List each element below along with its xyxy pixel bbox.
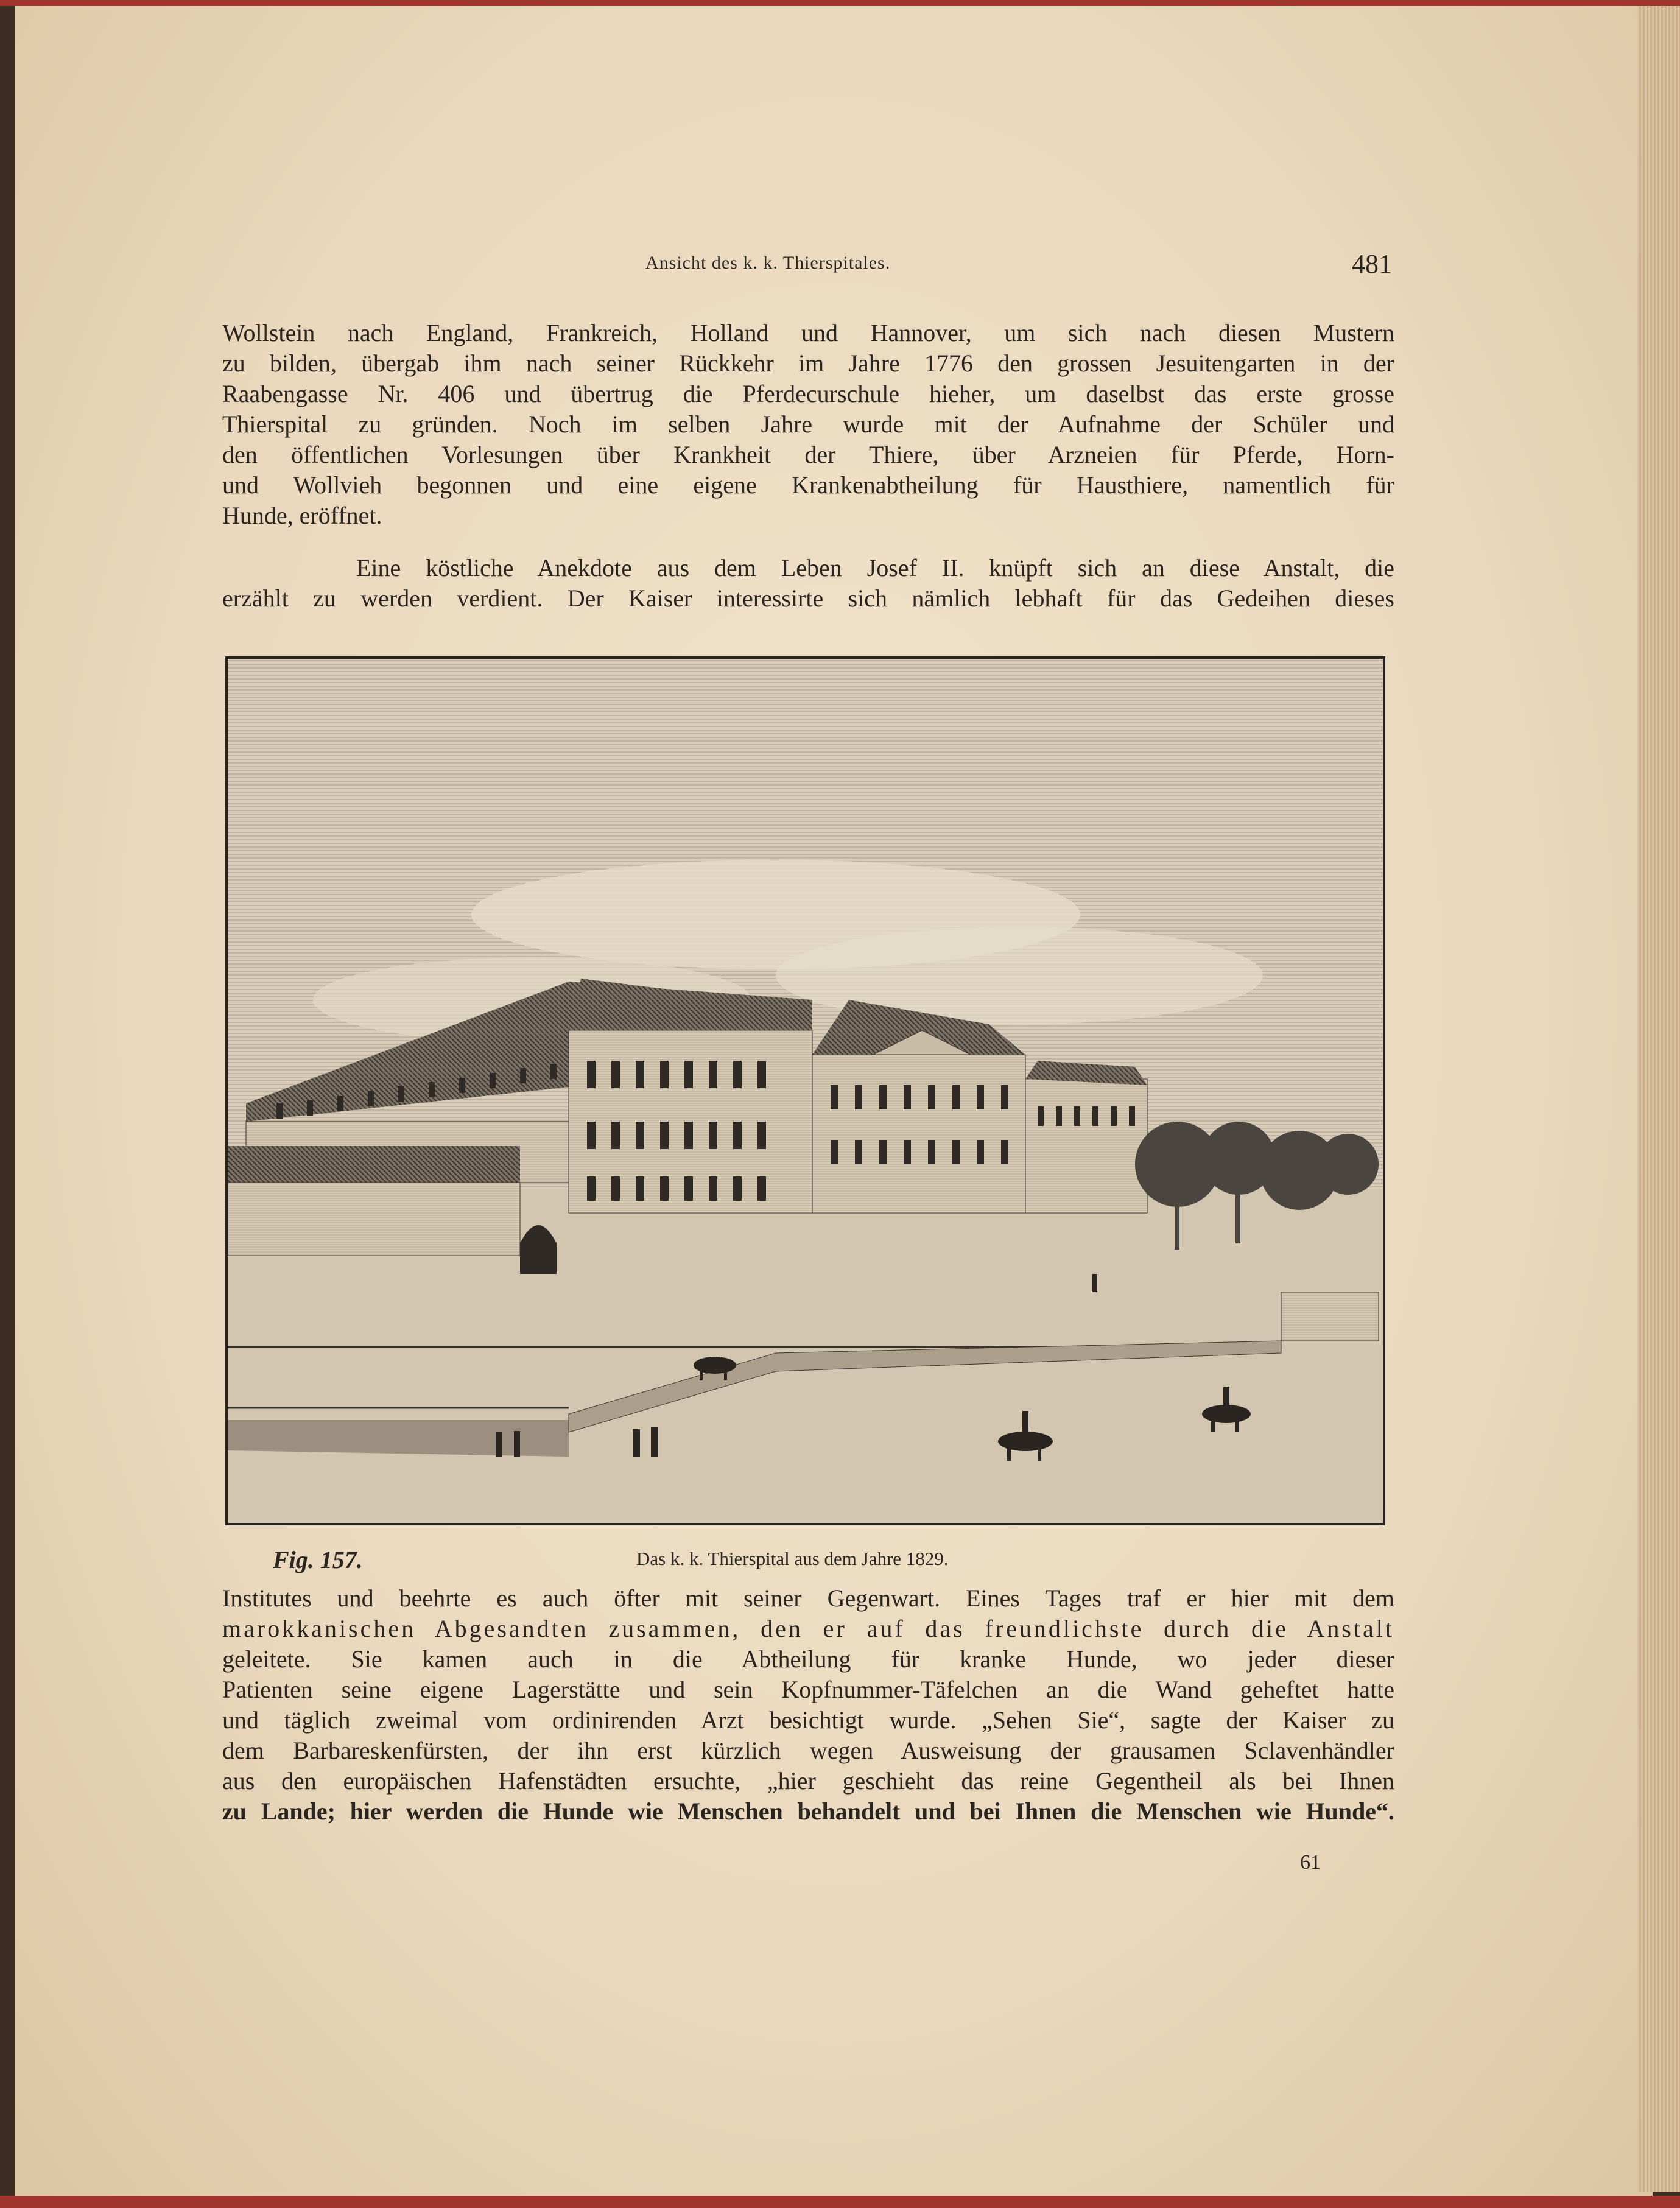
book-cover-bottom-edge bbox=[0, 2196, 1680, 2208]
text-line: den öffentlichen Vorlesungen über Krankheit der Thiere, über Arzneien für Pferde, Horn- bbox=[222, 441, 1394, 468]
book-cover-top-edge bbox=[0, 0, 1680, 6]
page-stack-edge bbox=[1637, 6, 1680, 2192]
text-line: erzählt zu werden verdient. Der Kaiser interessirte sich nämlich lebhaft für das Gedeihen dieses bbox=[222, 585, 1394, 612]
top-paragraph bbox=[222, 318, 1394, 531]
text-line: aus den europäischen Hafenstädten ersuchte, „hier geschieht das reine Gegentheil als bei Ihnen bbox=[222, 1767, 1394, 1795]
text-line: und Wollvieh begonnen und eine eigene Krankenabtheilung für Hausthiere, namentlich für bbox=[222, 471, 1394, 499]
text-line: zu Lande; hier werden die Hunde wie Menschen behandelt und bei Ihnen die Menschen wie Hunde“. bbox=[222, 1798, 1394, 1825]
engraving-illustration bbox=[228, 659, 1383, 1523]
figure-caption: Das k. k. Thierspital aus dem Jahre 1829. bbox=[636, 1548, 949, 1569]
text-line: und täglich zweimal vom ordinirenden Arzt besichtigt wurde. „Sehen Sie“, sagte der Kaiser zu bbox=[222, 1706, 1394, 1734]
text-line: zu bilden, übergab ihm nach seiner Rückkehr im Jahre 1776 den grossen Jesuitengarten in der bbox=[222, 350, 1394, 377]
text-line: Eine köstliche Anekdote aus dem Leben Josef II. knüpft sich an diese Anstalt, die bbox=[356, 554, 1394, 582]
text-line: Raabengasse Nr. 406 und übertrug die Pferdecurschule hieher, um daselbst das erste grosse bbox=[222, 380, 1394, 407]
figure-label: Fig. 157. bbox=[273, 1546, 363, 1573]
page-number: 481 bbox=[1352, 249, 1392, 279]
running-title: Ansicht des k. k. Thierspitales. bbox=[645, 253, 891, 273]
text-line: marokkanischen Abgesandten zusammen, den er auf das freundlichste durch die Anstalt bbox=[222, 1615, 1394, 1642]
text-line: geleitete. Sie kamen auch in die Abtheilung für kranke Hunde, wo jeder dieser bbox=[222, 1645, 1394, 1673]
text-line: Institutes und beehrte es auch öfter mit seiner Gegenwart. Eines Tages traf er hier mit dem bbox=[222, 1584, 1394, 1612]
second-paragraph bbox=[222, 553, 1394, 614]
signature-mark: 61 bbox=[1300, 1851, 1321, 1874]
text-line: Hunde, eröffnet. bbox=[222, 502, 382, 529]
text-line: dem Barbareskenfürsten, der ihn erst kürzlich wegen Ausweisung der grausamen Sclavenhändler bbox=[222, 1737, 1394, 1764]
text-line: Wollstein nach England, Frankreich, Holland und Hannover, um sich nach diesen Mustern bbox=[222, 319, 1394, 346]
text-line: Thierspital zu gründen. Noch im selben Jahre wurde mit der Aufnahme der Schüler und bbox=[222, 410, 1394, 438]
text-line: Patienten seine eigene Lagerstätte und sein Kopfnummer-Täfelchen an die Wand geheftet hatte bbox=[222, 1676, 1394, 1703]
engraving-figure bbox=[225, 656, 1385, 1525]
bottom-paragraph bbox=[222, 1583, 1394, 1827]
